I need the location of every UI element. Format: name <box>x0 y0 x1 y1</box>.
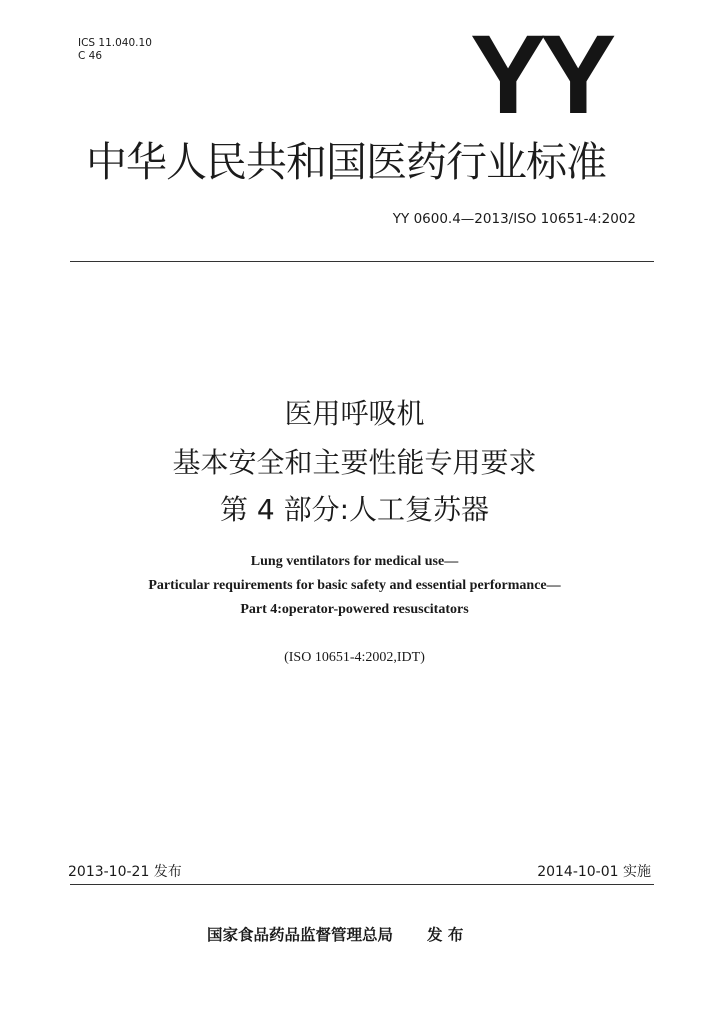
yy-logo: YY <box>470 12 611 137</box>
title-en-line-3: Part 4:operator-powered resuscitators <box>240 602 469 617</box>
implementation-date: 2014-10-01 实施 <box>537 864 651 880</box>
issuer-name: 国家食品药品监督管理总局 <box>207 926 394 944</box>
title-en-line-1: Lung ventilators for medical use— <box>250 554 459 569</box>
organization-title: 中华人民共和国医药行业标准 <box>86 138 606 186</box>
title-zh-line-2: 基本安全和主要性能专用要求 <box>172 446 537 479</box>
issuer-line <box>207 925 463 945</box>
class-code: C 46 <box>78 50 103 62</box>
issue-action: 发 布 <box>427 926 464 944</box>
classification-codes <box>78 37 152 63</box>
title-zh-line-3: 第 4 部分:人工复苏器 <box>219 493 490 526</box>
ics-code: ICS 11.040.10 <box>78 37 152 49</box>
header-divider <box>70 261 654 262</box>
issue-date: 2013-10-21 发布 <box>68 864 182 880</box>
standard-number: YY 0600.4—2013/ISO 10651-4:2002 <box>392 211 636 227</box>
footer-divider <box>70 884 654 885</box>
title-en-line-2: Particular requirements for basic safety and essential performance— <box>148 578 561 593</box>
title-zh-line-1: 医用呼吸机 <box>284 397 425 430</box>
iso-reference: (ISO 10651-4:2002,IDT) <box>284 650 425 665</box>
